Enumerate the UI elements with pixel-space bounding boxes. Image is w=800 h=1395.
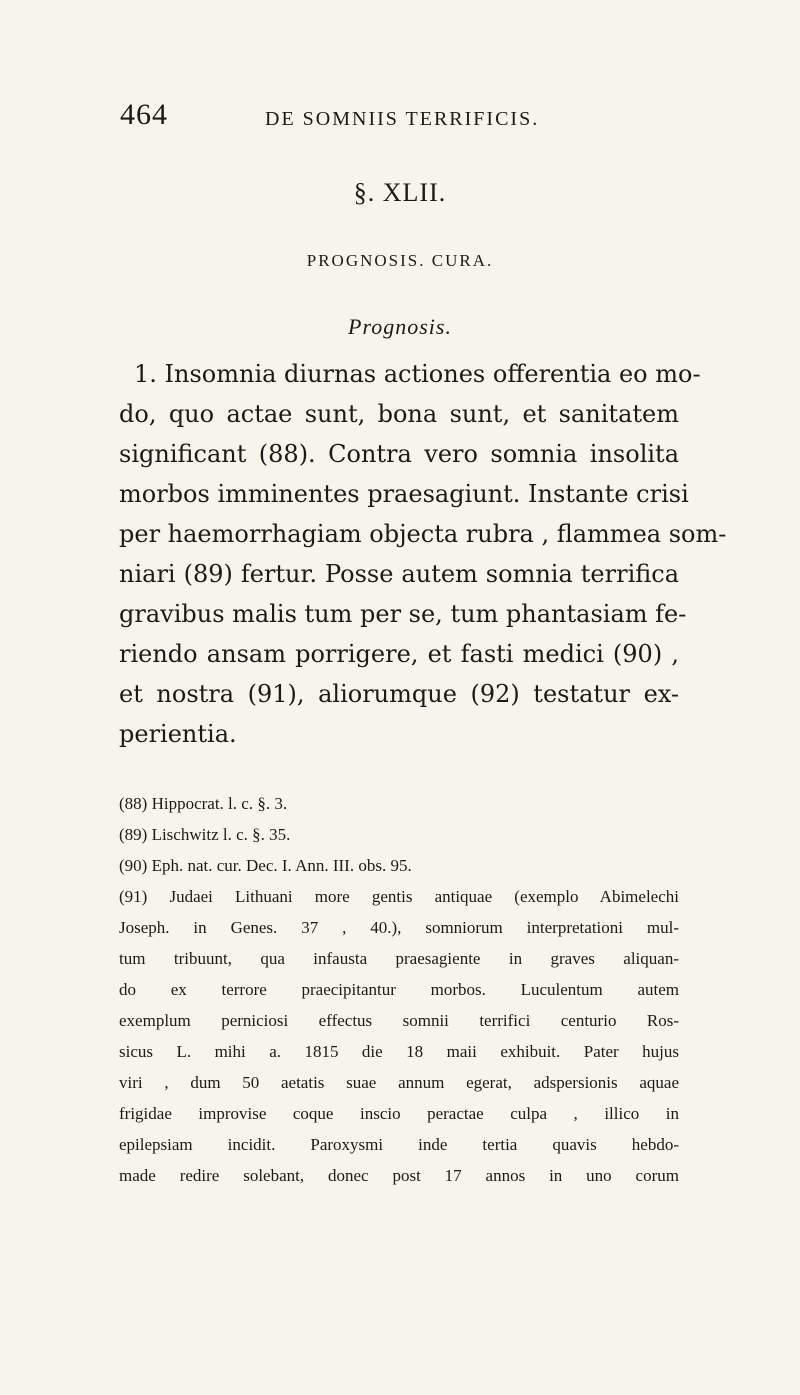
text-line: perientia. xyxy=(119,720,237,748)
section-number: §. XLII. xyxy=(353,178,447,207)
footnote-91-line: do ex terrore praecipitantur morbos. Luculentum autem xyxy=(119,980,679,999)
text-line: riendo ansam porrigere, et fasti medici (90) , xyxy=(119,640,679,668)
footnote-91-line: epilepsiam incidit. Paroxysmi inde tertia quavis hebdo- xyxy=(119,1135,679,1154)
footnote-91-line: (91) Judaei Lithuani more gentis antiquae (exemplo Abimelechi xyxy=(119,887,679,906)
subsection-title: Prognosis. xyxy=(348,314,452,339)
text-line: niari (89) fertur. Posse autem somnia terrifica xyxy=(119,560,679,588)
text-line: 1. Insomnia diurnas actiones offerentia eo mo- xyxy=(134,360,701,388)
running-title: DE SOMNIIS TERRIFICIS. xyxy=(265,108,540,130)
footnote-90: (90) Eph. nat. cur. Dec. I. Ann. III. obs. 95. xyxy=(119,856,412,875)
text-line: significant (88). Contra vero somnia insolita xyxy=(119,440,679,468)
footnote-91-line: tum tribuunt, qua infausta praesagiente in graves aliquan- xyxy=(119,949,679,968)
footnote-88: (88) Hippocrat. l. c. §. 3. xyxy=(119,794,288,813)
footnote-91-line: sicus L. mihi a. 1815 die 18 maii exhibuit. Pater hujus xyxy=(119,1042,679,1061)
text-line: do, quo actae sunt, bona sunt, et sanitatem xyxy=(119,400,679,428)
footnote-91-line: Joseph. in Genes. 37 , 40.), somniorum interpretationi mul- xyxy=(119,918,679,937)
footnote-91-line: frigidae improvise coque inscio peractae culpa , illico in xyxy=(119,1104,679,1123)
section-title: PROGNOSIS. CURA. xyxy=(306,251,494,270)
text-line: morbos imminentes praesagiunt. Instante crisi xyxy=(119,480,689,508)
footnote-91-line: made redire solebant, donec post 17 annos in uno corum xyxy=(119,1166,679,1185)
footnote-91-line: exemplum perniciosi effectus somnii terrifici centurio Ros- xyxy=(119,1011,679,1030)
page-number: 464 xyxy=(120,98,168,131)
footnote-89: (89) Lischwitz l. c. §. 35. xyxy=(119,825,291,844)
footnotes xyxy=(119,788,679,1191)
running-head xyxy=(120,98,680,138)
text-line: et nostra (91), aliorumque (92) testatur ex- xyxy=(119,680,679,708)
text-line: per haemorrhagiam objecta rubra , flammea som- xyxy=(119,520,727,548)
footnote-91-line: viri , dum 50 aetatis suae annum egerat, adspersionis aquae xyxy=(119,1073,679,1092)
main-paragraph xyxy=(119,354,727,754)
text-line: gravibus malis tum per se, tum phantasiam fe- xyxy=(119,600,687,628)
